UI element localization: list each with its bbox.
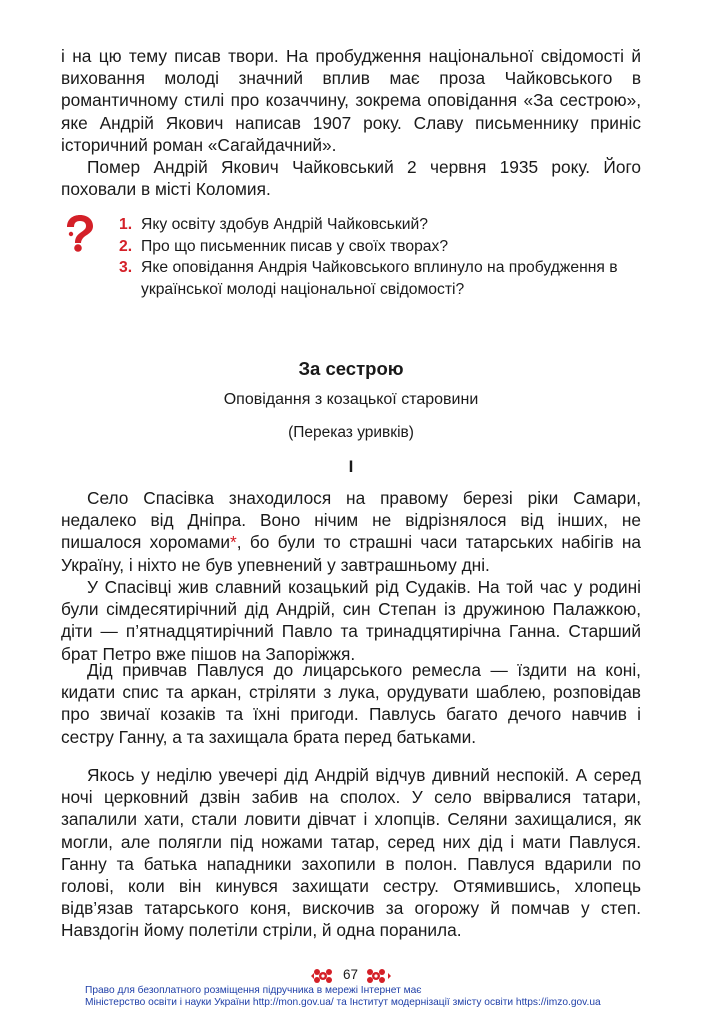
question-text: Про що письменник писав у своїх творах? [141, 237, 449, 255]
footer-line: Право для безоплатного розміщення підручника в мережі Інтернет має [85, 985, 422, 996]
story-paragraph: Село Спасівка знаходилося на правому березі ріки Самари, недалеко від Дніпра. Воно нічим не відрізнялося від інших, не пишалося хоромами*, бо були то страшні часи татарських набігів на Україну, і ніхто не був упевнений у завтрашньому дні. [61, 488, 641, 575]
list-item [119, 236, 641, 258]
page-number: 67 [343, 967, 359, 982]
footer-copyright [85, 985, 625, 1009]
list-item [119, 214, 641, 236]
story-subtitle: Оповідання з козацької старовини [223, 391, 479, 408]
intro-paragraph-death: Помер Андрій Якович Чайковський 2 червня 1935 року. Його поховали в місті Коломия. [61, 157, 641, 200]
story-paragraph: Якось у неділю увечері дід Андрій відчув дивний неспокій. А серед ночі церковний дзвін забив на сполох. У село ввірвалися татари, запалили хати, стали ловити дівчат і хлопців. Селяни захищалися, як могли, але полягли під ножами татар, серед них дід і мати Павлуся. Ганну та батька нападники захопили в полон. Павлуся вдарили по голові, коли він кинувся захищати сестру. Отямившись, хлопець відв’язав татарського коня, вискочив за огорожу й помчав у степ. Навздогін йому полетіли стріли, й одна поранила. [61, 765, 641, 941]
story-paragraph: Дід привчав Павлуся до лицарського ремесла — їздити на коні, кидати спис та аркан, стріляти з лука, орудувати шаблею, розповідав про звичаї козаків та їхні пригоди. Павлусь багато дечого навчив і сестру Ганну, а та захищала брата перед батьками. [61, 660, 641, 747]
story-title: За сестрою [298, 358, 404, 379]
question-number: 1. [119, 216, 133, 233]
chapter-number: І [348, 457, 354, 476]
list-item [119, 257, 641, 300]
question-mark-icon [63, 214, 97, 257]
story-paragraph: У Спасівці жив славний козацький рід Судаків. На той час у родині були сімдесятирічний дід Андрій, син Степан із дружиною Палажкою, діти — п’ятнадцятирічний Павло та тринадцятирічна Ганна. Старший брат Петро вже пішов на Запоріжжя. [61, 577, 641, 664]
questions-list [119, 214, 641, 300]
question-text: Яке оповідання Андрія Чайковського вплинуло на пробудження в української молоді національної свідомості? [141, 259, 618, 298]
footer-line: Міністерство освіти і науки України http://mon.gov.ua/ та Інститут модернізації змісту освіти https://imzo.gov.ua [85, 997, 601, 1009]
question-number: 3. [119, 259, 133, 276]
intro-paragraph: і на цю тему писав твори. На пробудження національної свідомості й виховання молоді значний вплив має проза Чайковського в романтичному стилі про козаччину, зокрема оповідання «За сестрою», яке Андрій Якович написав 1907 року. Славу письменнику приніс історичний роман «Сагайдачний». [61, 46, 641, 155]
footnote-star: * [229, 532, 237, 553]
question-number: 2. [119, 237, 133, 255]
retelling-note: (Переказ уривків) [288, 424, 414, 441]
question-text: Яку освіту здобув Андрій Чайковський? [141, 216, 429, 233]
